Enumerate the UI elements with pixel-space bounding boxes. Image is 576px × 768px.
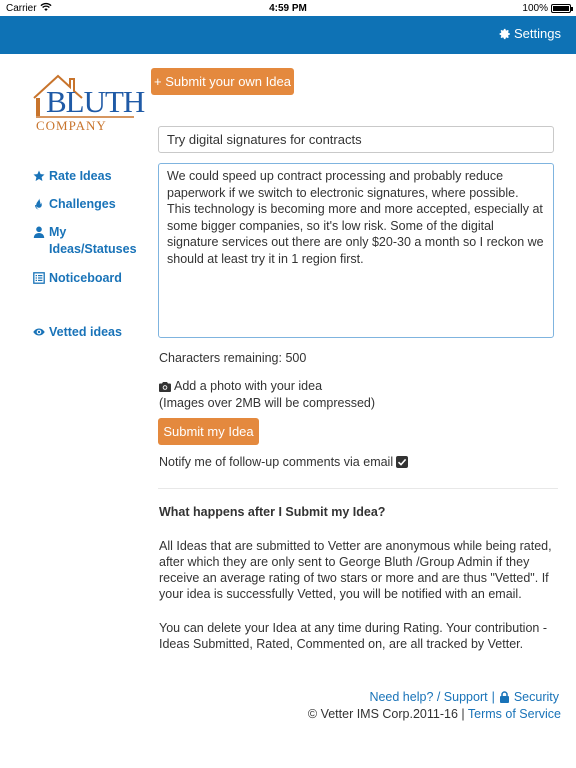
section-divider — [158, 488, 558, 489]
settings-button[interactable] — [499, 26, 561, 41]
info-paragraph: All Ideas that are submitted to Vetter are anonymous while being rated, after which they are only sent to George Bluth /Group Admin if they receive an average rating of two stars or more and are thus "Vetted". If your idea is successfully Vetted, you will be notified with an email. — [159, 539, 552, 601]
sidebar-item-label: Challenges — [49, 197, 116, 211]
company-logo — [32, 72, 145, 136]
idea-description-textarea[interactable] — [158, 163, 554, 338]
clock: 4:59 PM — [269, 3, 307, 14]
settings-label: Settings — [514, 26, 561, 41]
add-photo-link[interactable] — [159, 378, 322, 394]
characters-remaining: Characters remaining: 500 — [159, 351, 307, 365]
battery-percentage: 100% — [522, 3, 548, 14]
sidebar-item-rate-ideas[interactable] — [33, 168, 112, 185]
notify-option — [159, 454, 408, 470]
lock-icon — [499, 691, 510, 703]
eye-icon — [33, 326, 45, 338]
sidebar-item-challenges[interactable] — [33, 196, 116, 213]
list-icon — [33, 272, 45, 284]
image-size-note: (Images over 2MB will be compressed) — [159, 396, 376, 410]
terms-of-service-link[interactable]: Terms of Service — [467, 707, 561, 721]
add-photo-label: Add a photo with your idea — [174, 379, 323, 393]
notify-checkbox[interactable] — [396, 456, 408, 468]
info-paragraph: You can delete your Idea at any time during Rating. Your contribution - Ideas Submitted, Rated, Commented on, are all tracked by Vetter. — [159, 621, 547, 651]
info-heading: What happens after I Submit my Idea? — [159, 505, 386, 519]
sidebar-item-label: Vetted ideas — [49, 325, 122, 339]
user-icon — [33, 226, 45, 238]
sidebar-item-label: Noticeboard — [49, 271, 122, 285]
footer-copyright — [308, 707, 561, 721]
idea-title-input[interactable] — [158, 126, 554, 153]
gear-icon — [499, 28, 511, 40]
help-support-link[interactable]: Need help? / Support — [369, 690, 488, 704]
battery-icon — [551, 4, 571, 13]
logo-wordmark: BLUTH — [46, 84, 145, 119]
notify-label: Notify me of follow-up comments via email — [159, 455, 394, 469]
sidebar-item-my-ideas[interactable] — [33, 224, 137, 258]
sidebar-item-noticeboard[interactable] — [33, 270, 122, 287]
status-bar — [0, 0, 576, 16]
submit-own-idea-button[interactable]: + Submit your own Idea — [151, 68, 294, 95]
star-icon — [33, 170, 45, 182]
footer-separator: | — [461, 707, 465, 721]
logo-subtext: COMPANY — [36, 118, 107, 133]
sidebar-item-label: My Ideas/Statuses — [49, 225, 137, 256]
checkmark-icon — [397, 457, 407, 467]
copyright-text: © Vetter IMS Corp.2011-16 — [307, 707, 458, 721]
security-link[interactable]: Security — [513, 690, 559, 704]
sidebar-item-label: Rate Ideas — [49, 169, 112, 183]
battery-level — [553, 6, 569, 11]
footer-separator: | — [491, 690, 495, 704]
footer-links — [369, 690, 559, 704]
fire-icon — [33, 198, 45, 210]
carrier-label: Carrier — [6, 3, 37, 14]
sidebar-item-vetted-ideas[interactable] — [33, 324, 122, 341]
submit-idea-button[interactable]: Submit my Idea — [158, 418, 259, 445]
camera-icon — [159, 381, 171, 392]
app-header — [0, 16, 576, 54]
